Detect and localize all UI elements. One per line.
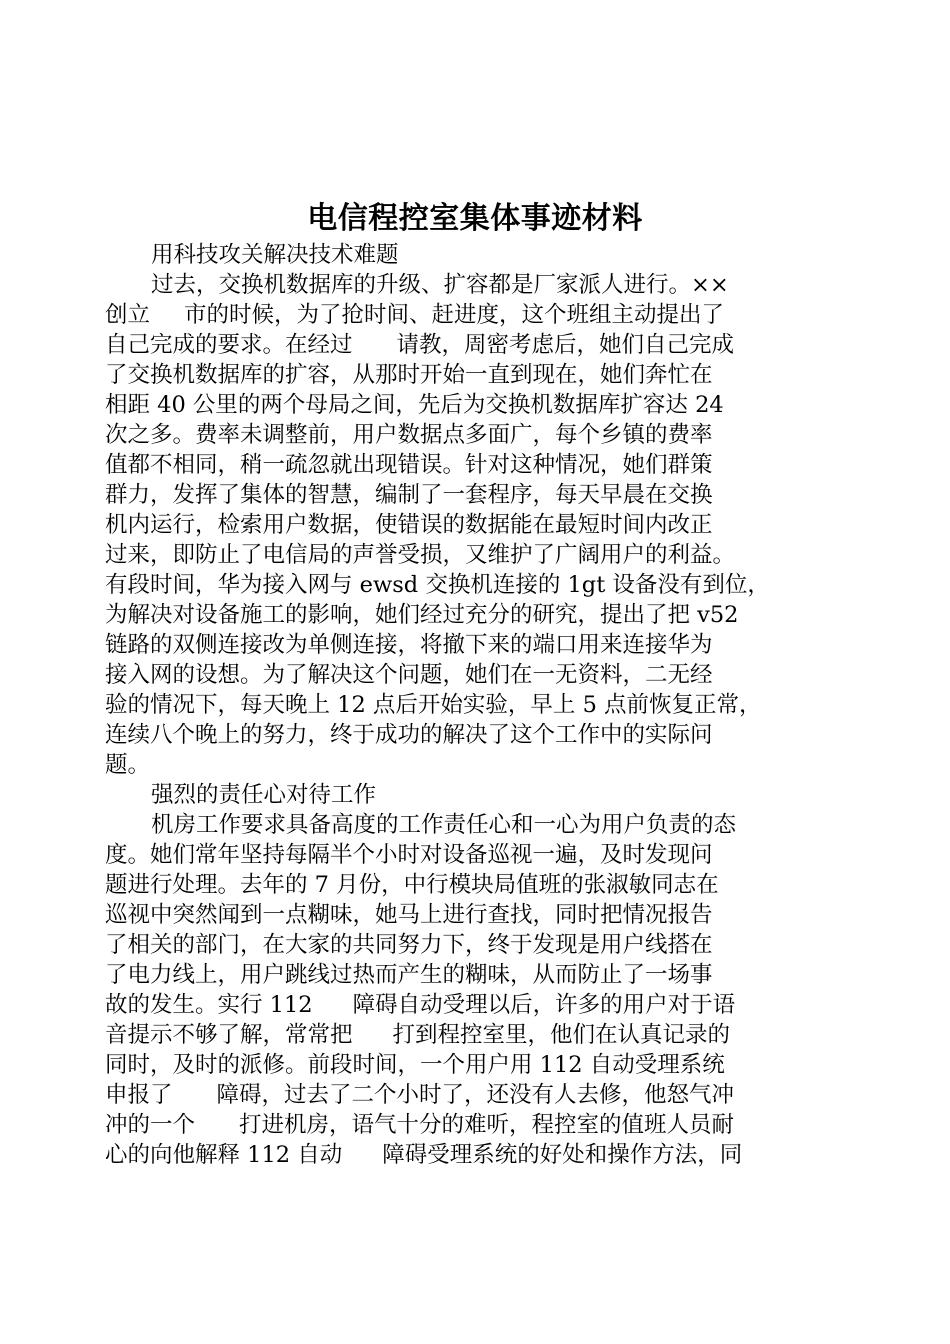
body-line: 过去，交换机数据库的升级、扩容都是厂家派人进行。×× — [151, 272, 729, 298]
body-line: 度。她们常年坚持每隔半个小时对设备巡视一遍，及时发现问 — [105, 842, 713, 868]
body-line-part: 自己完成的要求。在经过 — [105, 332, 353, 358]
body-line: 同时，及时的派修。前段时间，一个用户用 112 自动受理系统 — [105, 1052, 725, 1078]
body-line-part: 障碍，过去了二个小时了，还没有人去修，他怒气冲 — [216, 1082, 735, 1108]
body-line: 了相关的部门，在大家的共同努力下，终于发现是用户线搭在 — [105, 932, 713, 958]
body-line — [105, 330, 847, 360]
document-body — [105, 240, 847, 1170]
body-line — [105, 300, 847, 330]
body-line: 相距 40 公里的两个母局之间，先后为交换机数据库扩容达 24 — [105, 392, 724, 418]
body-line: 验的情况下，每天晚上 12 点后开始实验，早上 5 点前恢复正常， — [105, 692, 762, 718]
body-line-part: 打进机房，语气十分的难听，程控室的值班人员耐 — [239, 1112, 735, 1138]
body-line: 接入网的设想。为了解决这个问题，她们在一无资料，二无经 — [105, 662, 713, 688]
body-line: 过来，即防止了电信局的声誉受损，又维护了广阔用户的利益。 — [105, 542, 736, 568]
body-line — [105, 1110, 847, 1140]
body-line: 有段时间，华为接入网与 ewsd 交换机连接的 1gt 设备没有到位， — [105, 572, 770, 598]
body-line-part: 障碍受理系统的好处和操作方法，同 — [382, 1142, 743, 1168]
body-line: 了交换机数据库的扩容，从那时开始一直到现在，她们奔忙在 — [105, 362, 713, 388]
body-line-part: 心的向他解释 112 自动 — [105, 1142, 343, 1168]
body-line: 链路的双侧连接改为单侧连接，将撤下来的端口用来连接华为 — [105, 632, 713, 658]
body-line — [105, 1080, 847, 1110]
body-line: 为解决对设备施工的影响，她们经过充分的研究，提出了把 v52 — [105, 602, 739, 628]
body-line — [105, 1140, 847, 1170]
body-line-part: 请教，周密考虑后，她们自己完成 — [396, 332, 735, 358]
body-line — [105, 1020, 847, 1050]
body-line: 题。 — [105, 752, 151, 778]
body-line: 机内运行，检索用户数据，使错误的数据能在最短时间内改正 — [105, 512, 713, 538]
section-heading-2: 强烈的责任心对待工作 — [151, 782, 377, 808]
body-line: 机房工作要求具备高度的工作责任心和一心为用户负责的态 — [151, 812, 737, 838]
body-line — [105, 990, 847, 1020]
body-line-part: 冲的一个 — [105, 1112, 196, 1138]
body-line-part: 申报了 — [105, 1082, 173, 1108]
body-line: 群力，发挥了集体的智慧，编制了一套程序，每天早晨在交换 — [105, 482, 713, 508]
body-line: 连续八个晚上的努力，终于成功的解决了这个工作中的实际问 — [105, 722, 713, 748]
body-line: 了电力线上，用户跳线过热而产生的糊味，从而防止了一场事 — [105, 962, 713, 988]
body-line-part: 故的发生。实行 112 — [105, 992, 313, 1018]
body-line-part: 市的时候，为了抢时间、赶进度，这个班组主动提出了 — [184, 302, 725, 328]
body-line-part: 音提示不够了解，常常把 — [105, 1022, 353, 1048]
body-line: 巡视中突然闻到一点糊味，她马上进行查找，同时把情况报告 — [105, 902, 713, 928]
body-line: 题进行处理。去年的 7 月份，中行模块局值班的张淑敏同志在 — [105, 872, 719, 898]
section-heading-1: 用科技攻关解决技术难题 — [151, 242, 399, 268]
body-line: 值都不相同，稍一疏忽就出现错误。针对这种情况，她们群策 — [105, 452, 713, 478]
page-title: 电信程控室集体事迹材料 — [307, 201, 643, 237]
body-line-part: 创立 — [105, 302, 151, 328]
body-line-part: 打到程控室里，他们在认真记录的 — [392, 1022, 731, 1048]
body-line-part: 障碍自动受理以后，许多的用户对于语 — [352, 992, 736, 1018]
body-line: 次之多。费率未调整前，用户数据点多面广，每个乡镇的费率 — [105, 422, 713, 448]
